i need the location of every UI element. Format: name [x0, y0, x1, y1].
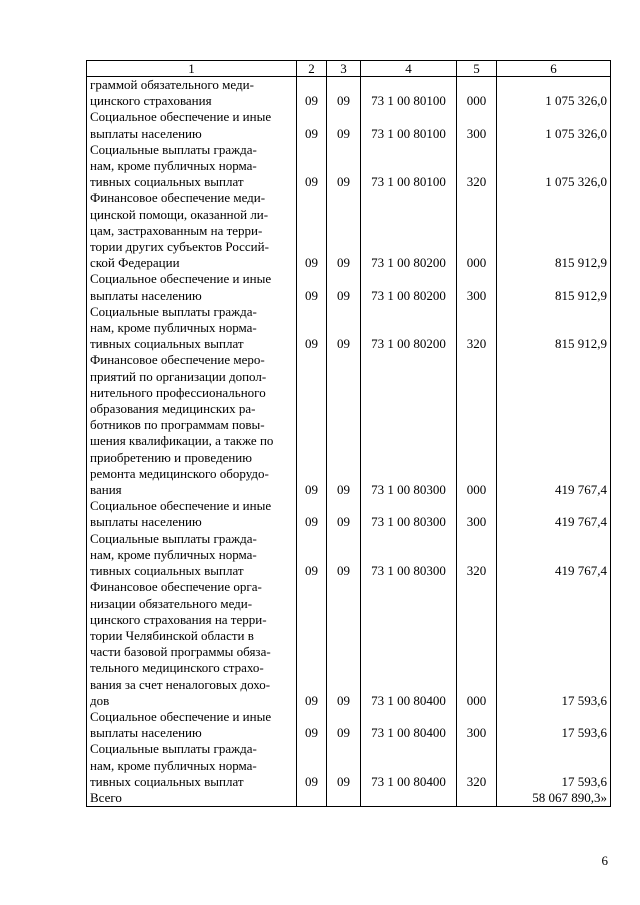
- column-header-5: 5: [457, 61, 497, 77]
- row-target-article: 73 1 00 80200: [361, 304, 457, 353]
- row-expense-type: 300: [457, 709, 497, 741]
- row-section: 09: [297, 77, 327, 110]
- row-target-article: 73 1 00 80400: [361, 741, 457, 790]
- row-expense-type: 000: [457, 190, 497, 271]
- row-name: Финансовое обеспечение меро- приятий по организации допол- нительного профессионального образования медицинских ра- ботников по программам повы- шения квалификации, а также по приобретению и проведению ремонта медицинского оборудо- вания: [87, 352, 297, 498]
- row-expense-type: 000: [457, 77, 497, 110]
- row-name: Социальное обеспечение и иные выплаты населению: [87, 271, 297, 303]
- row-target-article: 73 1 00 80100: [361, 109, 457, 141]
- column-header-6: 6: [497, 61, 611, 77]
- row-subsection: 09: [327, 142, 361, 191]
- row-target-article: 73 1 00 80400: [361, 709, 457, 741]
- row-name: Социальные выплаты гражда- нам, кроме публичных норма- тивных социальных выплат: [87, 142, 297, 191]
- row-amount: 1 075 326,0: [497, 77, 611, 110]
- row-amount: 815 912,9: [497, 190, 611, 271]
- row-expense-type: 000: [457, 352, 497, 498]
- table-row: [87, 531, 611, 580]
- column-header-2: 2: [297, 61, 327, 77]
- row-name: Социальные выплаты гражда- нам, кроме публичных норма- тивных социальных выплат: [87, 741, 297, 790]
- row-section: 09: [297, 709, 327, 741]
- row-amount: 1 075 326,0: [497, 142, 611, 191]
- row-subsection: 09: [327, 190, 361, 271]
- row-section: 09: [297, 190, 327, 271]
- row-subsection: 09: [327, 109, 361, 141]
- column-header-3: 3: [327, 61, 361, 77]
- row-subsection: 09: [327, 77, 361, 110]
- table-row: [87, 190, 611, 271]
- table-row: [87, 109, 611, 141]
- table-row: [87, 741, 611, 790]
- row-section: 09: [297, 142, 327, 191]
- total-empty-cell: [361, 790, 457, 807]
- column-header-1: 1: [87, 61, 297, 77]
- page-number: 6: [601, 853, 608, 868]
- table-row: [87, 142, 611, 191]
- row-name: Социальное обеспечение и иные выплаты населению: [87, 109, 297, 141]
- row-amount: 1 075 326,0: [497, 109, 611, 141]
- total-label: Всего: [87, 790, 297, 807]
- row-section: 09: [297, 741, 327, 790]
- row-section: 09: [297, 531, 327, 580]
- row-name: Социальное обеспечение и иные выплаты населению: [87, 498, 297, 530]
- row-subsection: 09: [327, 498, 361, 530]
- table-row: [87, 352, 611, 498]
- row-amount: 419 767,4: [497, 531, 611, 580]
- row-expense-type: 320: [457, 142, 497, 191]
- row-name: граммой обязательного меди- цинского страхования: [87, 77, 297, 110]
- total-row: [87, 790, 611, 807]
- row-target-article: 73 1 00 80100: [361, 142, 457, 191]
- total-amount: 58 067 890,3»: [497, 790, 611, 807]
- row-subsection: 09: [327, 352, 361, 498]
- row-amount: 419 767,4: [497, 352, 611, 498]
- row-target-article: 73 1 00 80400: [361, 579, 457, 709]
- row-expense-type: 320: [457, 304, 497, 353]
- total-empty-cell: [457, 790, 497, 807]
- row-section: 09: [297, 271, 327, 303]
- row-name: Социальное обеспечение и иные выплаты населению: [87, 709, 297, 741]
- row-name: Социальные выплаты гражда- нам, кроме публичных норма- тивных социальных выплат: [87, 304, 297, 353]
- row-amount: 815 912,9: [497, 304, 611, 353]
- table-row: [87, 304, 611, 353]
- row-section: 09: [297, 579, 327, 709]
- row-expense-type: 300: [457, 498, 497, 530]
- budget-table: [86, 60, 611, 807]
- column-header-4: 4: [361, 61, 457, 77]
- total-empty-cell: [327, 790, 361, 807]
- row-target-article: 73 1 00 80200: [361, 190, 457, 271]
- row-subsection: 09: [327, 304, 361, 353]
- row-amount: 17 593,6: [497, 741, 611, 790]
- row-expense-type: 300: [457, 271, 497, 303]
- row-section: 09: [297, 352, 327, 498]
- table-row: [87, 579, 611, 709]
- table-row: [87, 77, 611, 110]
- total-empty-cell: [297, 790, 327, 807]
- row-name: Финансовое обеспечение орга- низации обязательного меди- цинского страхования на терри- тории Челябинской области в части базовой программы обяза- тельного медицинского страхо- вания за счет неналоговых дохо- дов: [87, 579, 297, 709]
- row-amount: 17 593,6: [497, 579, 611, 709]
- row-subsection: 09: [327, 741, 361, 790]
- table-row: [87, 271, 611, 303]
- row-target-article: 73 1 00 80300: [361, 498, 457, 530]
- row-expense-type: 320: [457, 741, 497, 790]
- row-section: 09: [297, 304, 327, 353]
- row-target-article: 73 1 00 80100: [361, 77, 457, 110]
- row-name: Финансовое обеспечение меди- цинской помощи, оказанной ли- цам, застрахованным на терри- тории других субъектов Россий- ской Федерации: [87, 190, 297, 271]
- table-row: [87, 498, 611, 530]
- row-amount: 419 767,4: [497, 498, 611, 530]
- row-section: 09: [297, 109, 327, 141]
- row-target-article: 73 1 00 80300: [361, 352, 457, 498]
- row-name: Социальные выплаты гражда- нам, кроме публичных норма- тивных социальных выплат: [87, 531, 297, 580]
- row-subsection: 09: [327, 531, 361, 580]
- row-section: 09: [297, 498, 327, 530]
- row-expense-type: 300: [457, 109, 497, 141]
- row-target-article: 73 1 00 80200: [361, 271, 457, 303]
- table-row: [87, 709, 611, 741]
- row-target-article: 73 1 00 80300: [361, 531, 457, 580]
- row-amount: 815 912,9: [497, 271, 611, 303]
- row-expense-type: 320: [457, 531, 497, 580]
- row-amount: 17 593,6: [497, 709, 611, 741]
- header-row: [87, 61, 611, 77]
- row-expense-type: 000: [457, 579, 497, 709]
- row-subsection: 09: [327, 271, 361, 303]
- row-subsection: 09: [327, 709, 361, 741]
- row-subsection: 09: [327, 579, 361, 709]
